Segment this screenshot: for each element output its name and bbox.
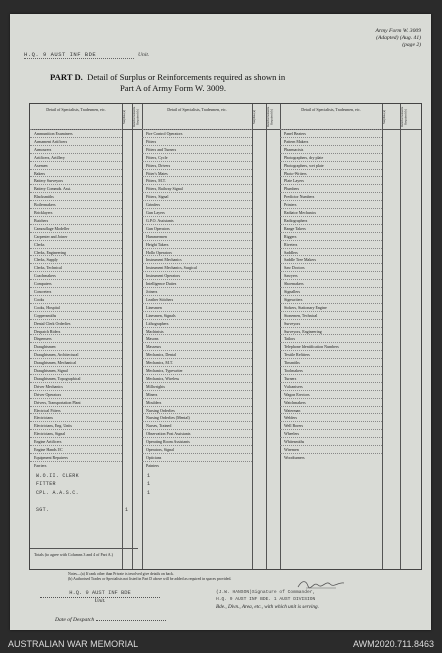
trade-row: Concreters [30, 287, 122, 295]
trade-row: Photo-Writers [280, 169, 382, 177]
title-line: Part A of Army Form W. 3009. [120, 83, 226, 93]
despatch-date-field [55, 617, 166, 623]
note-line: (b) Authorised Trades or Specialists not listed in Part D above will be added as required in spaces provided. [68, 577, 232, 581]
trade-row: Farriers [30, 461, 122, 469]
trade-row: Wagon Erectors [280, 390, 382, 398]
trade-row: Coppersmiths [30, 311, 122, 319]
trade-row: Radiographers [280, 216, 382, 224]
trade-row: Linesmen [142, 303, 252, 311]
trade-row: Armament Artificers [30, 137, 122, 145]
signature-caption: Bde., Divn., Area, etc., with which unit is serving. [216, 604, 319, 610]
trade-row: Operating Room Assistants [142, 437, 252, 445]
trade-row: Riveters [280, 240, 382, 248]
trade-row: Electricians, Signal [30, 429, 122, 437]
typed-entry-label: FITTER [36, 481, 56, 488]
trade-row: Tinsmiths [280, 358, 382, 366]
trade-row: Electricians [30, 413, 122, 421]
trade-row: Cooks, Hospital [30, 303, 122, 311]
trade-row: Telephone Identification Numbers [280, 342, 382, 350]
trade-row: Fitters, Cycle [142, 153, 252, 161]
trade-row: Engine Hands I/C [30, 445, 122, 453]
form-ref-line: Army Form W. 3009 [375, 28, 421, 34]
trade-row: Electrical Fitters [30, 406, 122, 414]
trade-row: Saddlers [280, 248, 382, 256]
note-line: Notes—(a) If rank other than Private is involved give details on back. [68, 572, 174, 576]
trade-row: Driver Mechanics [30, 382, 122, 390]
trade-row: Hammermen [142, 232, 252, 240]
trade-row: Nurses, Trained [142, 421, 252, 429]
archive-caption: AUSTRALIAN WAR MEMORIAL [8, 639, 139, 649]
trade-row: Saddle Tree Makers [280, 255, 382, 263]
trade-row: Masons [142, 334, 252, 342]
trade-row: Drivers, Transportation Plant [30, 398, 122, 406]
trade-row: Moulders [142, 398, 252, 406]
handwritten-signature [296, 578, 346, 590]
trade-row: Mechanics, Dental [142, 350, 252, 358]
trade-row: Lithographers [142, 319, 252, 327]
totals-label: Totals (to agree with Columns 3 and 4 of Part A.) [34, 552, 113, 557]
despatch-label: Date of Despatch [55, 617, 95, 623]
trade-row: Stokers, Stationary Engine [280, 303, 382, 311]
trade-row: Wiremen [280, 445, 382, 453]
trade-row: Stonemen, Technical [280, 311, 382, 319]
trade-row: Blacksmiths [30, 192, 122, 200]
trade-row: Carpenter and Joiner [30, 232, 122, 240]
trade-row: Joiners [142, 287, 252, 295]
trade-row: Hollo Operators [142, 248, 252, 256]
title-line: Detail of Surplus or Reinforcements required as shown in [87, 72, 286, 82]
trade-row: Computers [30, 279, 122, 287]
trade-row: Axemen [30, 161, 122, 169]
specialists-table [29, 103, 422, 570]
trade-row: Riggers [280, 232, 382, 240]
column-header-reinforcements: Reinforcements Required (b) [132, 106, 140, 128]
trade-row: Surveyors [280, 319, 382, 327]
trade-row: Photographers, dry plate [280, 153, 382, 161]
typed-entry-value: 1 [147, 489, 151, 496]
trade-row: Surveyors, Engineering [280, 327, 382, 335]
trade-row: Masseurs [142, 342, 252, 350]
form-ref-line: (page 2) [402, 42, 421, 48]
trade-row: Range Takers [280, 224, 382, 232]
trade-row: Coachmakers [30, 271, 122, 279]
trade-row: G.P.O. Assistants [142, 216, 252, 224]
trade-row: Sawyers [280, 271, 382, 279]
trade-row: Nursing Orderlies [142, 406, 252, 414]
trade-row: Signallers [280, 287, 382, 295]
trade-row: Artificers, Artillery [30, 153, 122, 161]
trade-row: Wheelers [280, 429, 382, 437]
trade-row: Draughtsmen, Signal [30, 366, 122, 374]
part-title [50, 72, 390, 94]
trade-row: Dispensers [30, 334, 122, 342]
notes [68, 572, 231, 582]
trade-row: Fire Control Operators [142, 129, 252, 137]
trade-row: Boilermakers [30, 200, 122, 208]
trade-row: Signwriters [280, 295, 382, 303]
trade-row: Engine Artificers [30, 437, 122, 445]
form-ref-line: (Adapted) (Aug. 41) [376, 35, 421, 41]
column-header-specialists: Detail of Specialists, Tradesmen, etc. [46, 107, 106, 112]
trade-row: Fitters, M.T. [142, 176, 252, 184]
column-header-reinforcements: Reinforcements Required (b) [266, 106, 274, 128]
trade-row: Equipment Repairers [30, 453, 122, 461]
trade-row: Saw Doctors [280, 263, 382, 271]
column-header-reinforcements: Reinforcements Required (b) [400, 106, 408, 128]
trade-row: Battery Commds. Asst. [30, 184, 122, 192]
trade-row: Millwrights [142, 382, 252, 390]
signature-unit: H.Q. 9 AUST INF BDE. 1 AUST DIVISION [216, 597, 316, 602]
trade-row: Grinders [142, 200, 252, 208]
trade-row: Observation Post Assistants [142, 429, 252, 437]
trade-row: Draughtsmen, Mechanical [30, 358, 122, 366]
trade-row: Mechanics, Wireless [142, 374, 252, 382]
trade-row: Tailors [280, 334, 382, 342]
trade-row: Cooks [30, 295, 122, 303]
trade-row: Photographers, wet plate [280, 161, 382, 169]
unit-typed: H.Q. 9 AUST INF BDE [24, 51, 97, 58]
trade-row: Fitters, Railway Signal [142, 184, 252, 192]
trade-row: Fitter's Mates [142, 169, 252, 177]
trade-row: Clerks [30, 240, 122, 248]
part-label: PART D. [50, 72, 83, 82]
trade-row: Pattern Makers [280, 137, 382, 145]
trade-row: Mechanics, Typewriter [142, 366, 252, 374]
typed-entry-label: SGT. [36, 506, 50, 513]
trade-row: Despatch Riders [30, 327, 122, 335]
trade-row: Well Borers [280, 421, 382, 429]
trade-row: Height Takers [142, 240, 252, 248]
column-header-surplus: Surplus (a) [382, 109, 386, 125]
trade-row: Shoemakers [280, 279, 382, 287]
form-page [10, 14, 431, 630]
column-header-specialists: Detail of Specialists, Tradesmen, etc. [301, 107, 361, 112]
trade-row: Clerks, Engineering [30, 248, 122, 256]
trade-row: Instrument Mechanics, Surgical [142, 263, 252, 271]
trade-row: Welders [280, 413, 382, 421]
trade-row: Radiator Mechanics [280, 208, 382, 216]
trade-row: Armourers [30, 145, 122, 153]
trade-row: Draughtsmen, Topographical [30, 374, 122, 382]
form-reference [376, 28, 421, 49]
trade-row: Waterman [280, 406, 382, 414]
trade-row: Turners [280, 374, 382, 382]
typed-entry-value: 1 [147, 472, 151, 479]
trade-row: Watchmakers [280, 398, 382, 406]
trade-row: Operators, Signal [142, 445, 252, 453]
trade-row: Fitters, Drivers [142, 161, 252, 169]
column-header-specialists: Detail of Specialists, Tradesmen, etc. [167, 107, 227, 112]
trade-row: Clerks, Technical [30, 263, 122, 271]
trade-row: Intelligence Duties [142, 279, 252, 287]
unit-field-top [24, 51, 194, 59]
trade-row: Vulcanisers [280, 382, 382, 390]
trade-row: Gun Operators [142, 224, 252, 232]
unit-field-bottom [40, 590, 160, 604]
trade-row: Nursing Orderlies (Mental) [142, 413, 252, 421]
unit-typed: H.Q. 9 AUST INF BDE [69, 590, 131, 596]
trade-row: Draughtsmen [30, 342, 122, 350]
typed-entry-value: 1 [147, 481, 151, 488]
trade-row: Toolmakers [280, 366, 382, 374]
trade-row: Miners [142, 390, 252, 398]
trade-row: Butchers [30, 216, 122, 224]
archive-accession: AWM2020.711.8463 [352, 639, 434, 649]
trade-row: Draughtsmen, Architectural [30, 350, 122, 358]
trade-row: Fitters [142, 137, 252, 145]
signature-commander: (J.W. HANSON)Signature of Commander, [216, 590, 316, 595]
trade-row: Bakers [30, 169, 122, 177]
trade-row: Instrument Operators [142, 271, 252, 279]
trade-row: Painters [142, 461, 252, 469]
trade-row: Linesmen, Signals [142, 311, 252, 319]
trade-row: Printers [280, 200, 382, 208]
trade-row: Whitesmiths [280, 437, 382, 445]
trade-row: Instrument Mechanics [142, 255, 252, 263]
trade-row: Opticians [142, 453, 252, 461]
trade-row: Gun Layers [142, 208, 252, 216]
unit-label: Unit. [138, 52, 150, 58]
trade-row: Bricklayers [30, 208, 122, 216]
trade-row: Plumbers [280, 184, 382, 192]
typed-entry-label: W.O.II. CLERK [36, 472, 79, 479]
trade-row: Mechanics, M.T. [142, 358, 252, 366]
trade-row: Fitters and Turners [142, 145, 252, 153]
trade-row: Predictor Numbers [280, 192, 382, 200]
trade-row: Clerks, Supply [30, 255, 122, 263]
trade-row: Battery Surveyors [30, 176, 122, 184]
trade-row: Machinists [142, 327, 252, 335]
typed-entry-surplus: 1 [125, 506, 129, 513]
trade-row: Textile Refitters [280, 350, 382, 358]
trade-row: Panel Beaters [280, 129, 382, 137]
trade-row: Driver Operators [30, 390, 122, 398]
trade-row: Ammunition Examiners [30, 129, 122, 137]
trade-row: Woodturners [280, 453, 382, 461]
trade-row: Fitters, Signal [142, 192, 252, 200]
trade-row: Camouflage Modeller [30, 224, 122, 232]
trade-row: Pharmacists [280, 145, 382, 153]
trade-row: Leather Stitchers [142, 295, 252, 303]
column-header-surplus: Surplus (a) [122, 109, 126, 125]
trade-row: Plate Layers [280, 176, 382, 184]
typed-entry-label: CPL. A.A.S.C. [36, 489, 79, 496]
unit-label: Unit. [40, 597, 160, 604]
column-header-surplus: Surplus (a) [252, 109, 256, 125]
trade-row: Dental Clerk Orderlies [30, 319, 122, 327]
trade-row: Electricians, Eng. Units [30, 421, 122, 429]
